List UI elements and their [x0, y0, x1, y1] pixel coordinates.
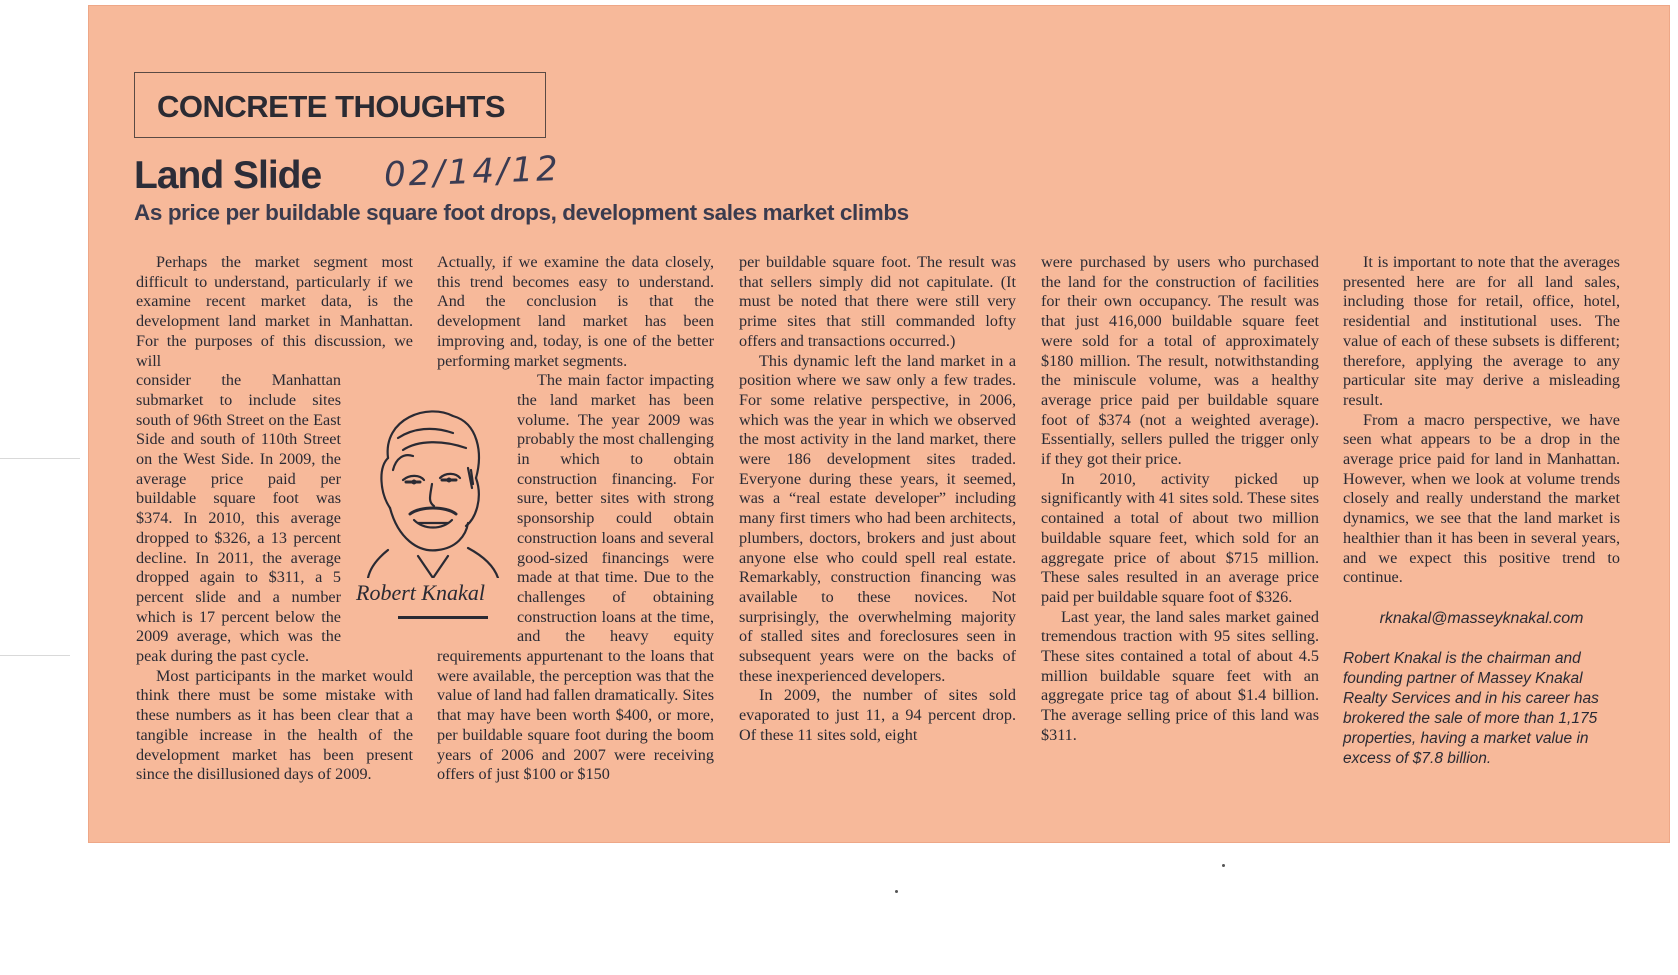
author-email: rknakal@masseyknakal.com [1379, 609, 1584, 627]
paragraph: The main factor impacting the land market has been volume. The year 2009 was probably the most challenging in which to obtain construction financing. For sure, better sites with strong sponsorship could obtain construction loans and several good-sized financings were made at that time. Due to the challenges of obtaining construction loans at the time, and the heavy equity requirements appurtenant to the loans that were available, the perception was that the value of land had fallen dramatically. Sites that may have been worth $400, or more, per buildable square foot during the boom years of 2006 and 2007 were receiving offers of just $100 or $150 [437, 371, 714, 784]
paragraph: In 2009, the number of sites sold evaporated to just 11, a 94 percent drop. Of these 11 sites sold, eight [739, 686, 1016, 744]
paragraph: were purchased by users who purchased the land for the construction of facilities for their own occupancy. The result was that just 416,000 buildable square feet were sold for a total of approximately $180 million. The result, notwithstanding the miniscule volume, was a healthy average price paid per buildable square foot of $374 (not a weighted average). Essentially, sellers pulled the trigger only if they got their price. [1041, 253, 1319, 469]
article-column-5 [1343, 253, 1620, 769]
author-byline: Robert Knakal [356, 580, 485, 605]
author-portrait-illustration [358, 398, 508, 578]
column-masthead-box [134, 72, 546, 138]
article-column-4 [1041, 253, 1319, 746]
headline: Land Slide [134, 154, 322, 197]
paragraph: consider the Manhattan submarket to include sites south of 96th Street on the East Side and south of 110th Street on the West Side. In 2009, the average price paid per buildable square foot was $374. In 2010, this average dropped to $326, a 13 percent decline. In 2011, the average dropped again to $311, a 5 percent slide and a number which is 17 percent below the 2009 average, which was the peak during the past cycle. [136, 371, 341, 666]
paragraph: Last year, the land sales market gained tremendous traction with 95 sites selling. These sites contained a total of about 4.5 million buildable square feet with an aggregate price tag of about $1.4 billion. The average selling price of this land was $311. [1041, 607, 1319, 744]
masthead-title: CONCRETE THOUGHTS [157, 89, 505, 124]
scan-speck [1222, 864, 1225, 867]
scan-artifact-line [0, 655, 70, 656]
byline-rule [398, 616, 488, 619]
paragraph: It is important to note that the averages presented here are for all land sales, including those for retail, office, hotel, residential and institutional uses. The value of each of these subsets is different; therefore, applying the average to any particular site may derive a misleading result. [1343, 253, 1620, 409]
paragraph: Perhaps the market segment most difficult to understand, particularly if we examine recent market data, is the development land market in Manhattan. For the purposes of this discussion, we will [136, 253, 413, 370]
paragraph: Most participants in the market would think there must be some mistake with these numbers as it has been clear that a tangible increase in the health of the development market has been present since the disillusioned days of 2009. [136, 666, 413, 784]
paragraph: From a macro perspective, we have seen what appears to be a drop in the average price paid for land in Manhattan. However, when we look at volume trends closely and really understand the market dynamics, we see that the land market is healthier than it has been in several years, and we expect this positive trend to continue. [1343, 410, 1620, 587]
paragraph: per buildable square foot. The result was that sellers simply did not capitulate. (It must be noted that there were still very prime sites that still commanded lofty offers and transactions occurred.) [739, 253, 1016, 350]
article-column-3 [739, 253, 1016, 746]
paragraph: This dynamic left the land market in a position where we saw only a few trades. For some relative perspective, in 2006, which was the year in which we observed the most activity in the land market, there were 186 development sites traded. Everyone during these years, it seemed, was a “real estate developer” including many first timers who had been architects, plumbers, doctors, brokers and just about anyone else who could spell real estate. Remarkably, construction financing was available to these novices. Not surprisingly, the overwhelming majority of stalled sites and foreclosures seen in subsequent years were on the backs of these inexperienced developers. [739, 351, 1016, 685]
handwritten-date: 02/14/12 [383, 148, 562, 196]
paragraph: In 2010, activity picked up significantly with 41 sites sold. These sites contained a total of about two million buildable square feet, which sold for an aggregate price of about $715 million. These sales resulted in an average price paid per buildable square foot of $326. [1041, 469, 1319, 606]
subheadline: As price per buildable square foot drops, development sales market climbs [134, 200, 909, 225]
scan-speck [895, 890, 898, 893]
author-bio: Robert Knakal is the chairman and founding partner of Massey Knakal Realty Services and in his career has brokered the sale of more than 1,175 properties, having a market value in excess of $7.8 billion. [1343, 649, 1599, 767]
scan-artifact-line [0, 458, 80, 459]
paragraph: Actually, if we examine the data closely, this trend becomes easy to understand. And the conclusion is that the development land market has been improving and, today, is one of the better performing market segments. [437, 253, 714, 370]
wrapped-text-block [136, 371, 341, 667]
